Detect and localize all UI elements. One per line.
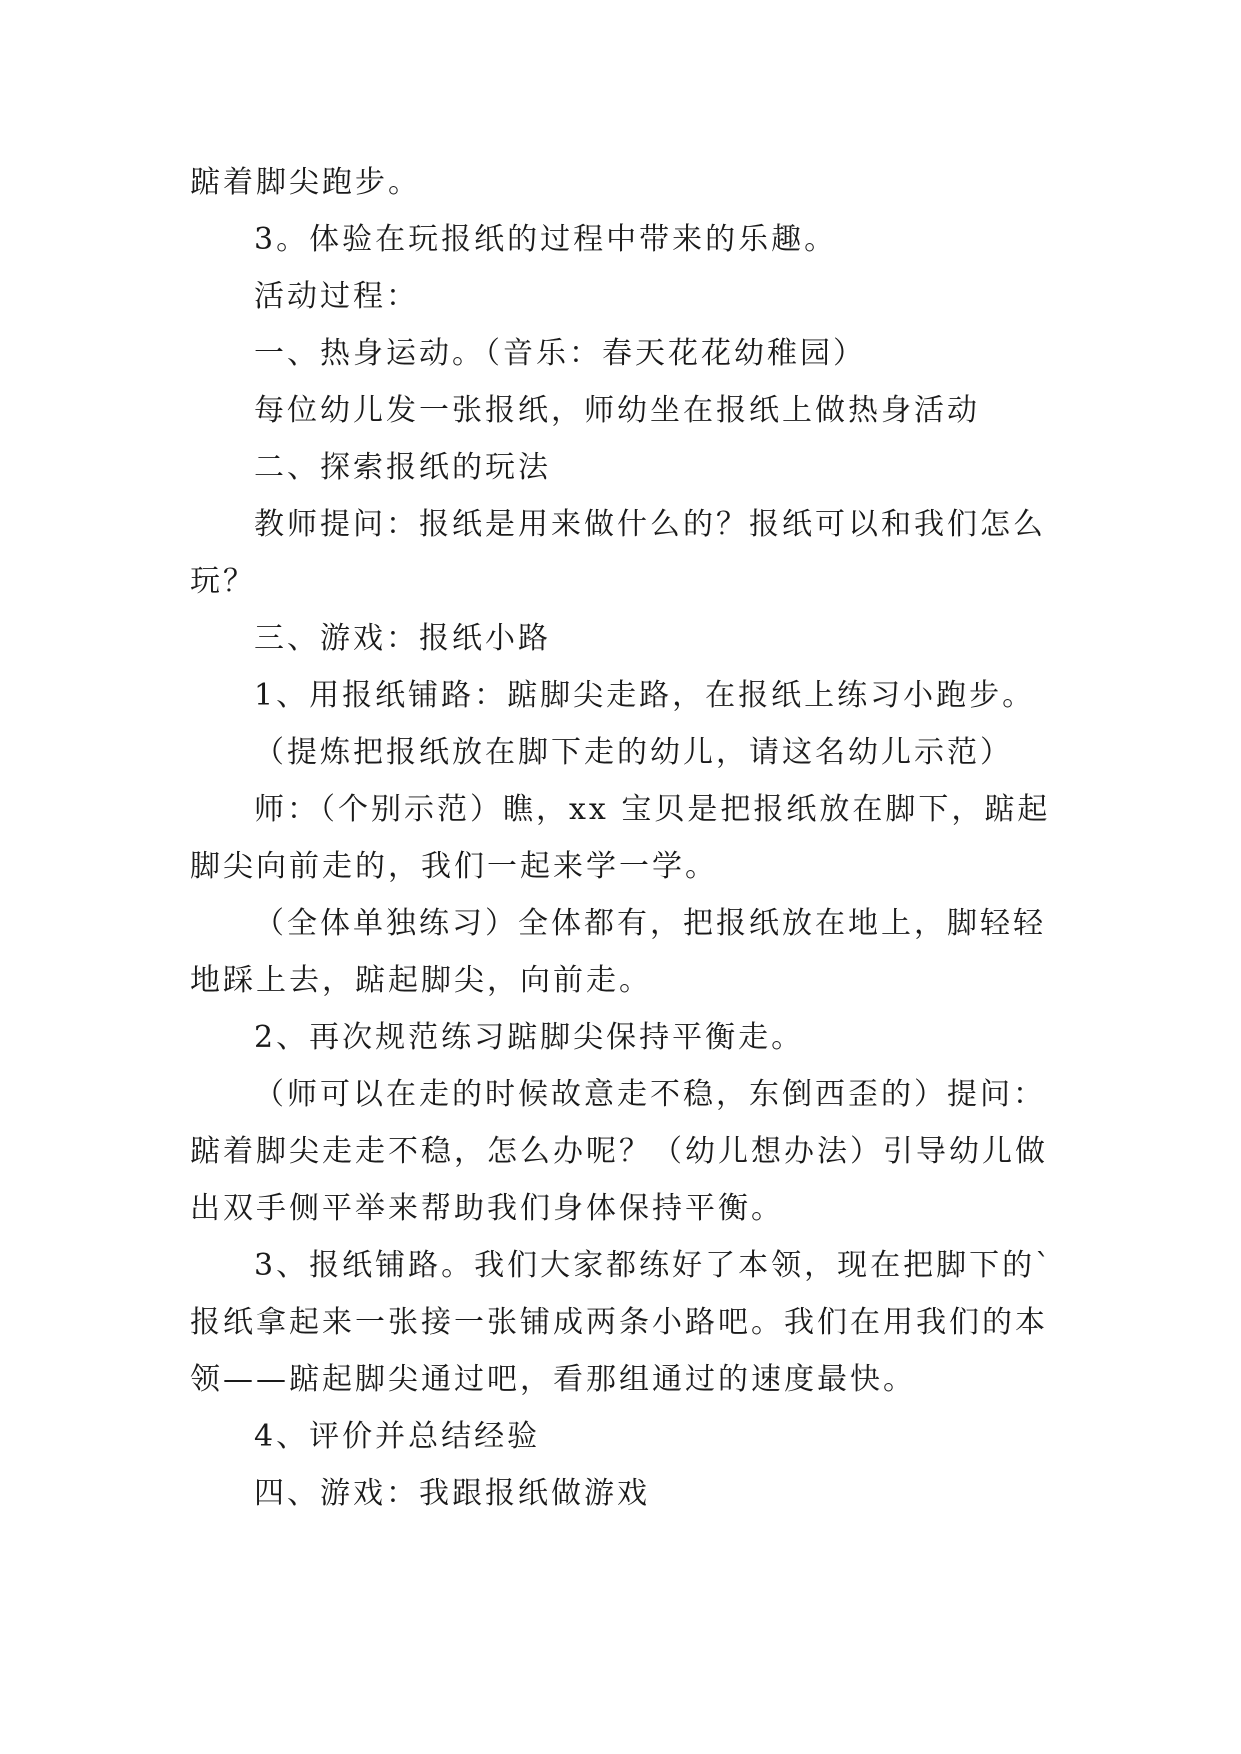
paragraph-line: 1、用报纸铺路：踮脚尖走路，在报纸上练习小跑步。 bbox=[254, 678, 1036, 713]
paragraph-line: 3。体验在玩报纸的过程中带来的乐趣。 bbox=[254, 222, 838, 257]
paragraph-line: 每位幼儿发一张报纸，师幼坐在报纸上做热身活动 bbox=[254, 393, 980, 428]
paragraph-line: （师可以在走的时候故意走不稳，东倒西歪的）提问： bbox=[254, 1077, 1046, 1112]
section-heading: 活动过程： bbox=[254, 279, 419, 314]
paragraph-line: 4、评价并总结经验 bbox=[254, 1419, 541, 1454]
paragraph-line: 领——踮起脚尖通过吧，看那组通过的速度最快。 bbox=[190, 1362, 916, 1397]
section-heading: 三、游戏：报纸小路 bbox=[254, 621, 551, 656]
paragraph-line: 3、报纸铺路。我们大家都练好了本领，现在把脚下的` bbox=[254, 1248, 1054, 1283]
paragraph-line: 脚尖向前走的，我们一起来学一学。 bbox=[190, 849, 718, 884]
paragraph-line: （全体单独练习）全体都有，把报纸放在地上，脚轻轻 bbox=[254, 906, 1046, 941]
section-heading: 四、游戏：我跟报纸做游戏 bbox=[254, 1476, 650, 1511]
section-heading: 一、热身运动。（音乐：春天花花幼稚园） bbox=[254, 336, 866, 371]
paragraph-line: 师：（个别示范）瞧，xx 宝贝是把报纸放在脚下，踮起 bbox=[254, 792, 1051, 827]
paragraph-line: 玩？ bbox=[190, 564, 256, 599]
paragraph-line: 出双手侧平举来帮助我们身体保持平衡。 bbox=[190, 1191, 784, 1226]
paragraph-line: 踮着脚尖跑步。 bbox=[190, 165, 421, 200]
paragraph-line: 教师提问：报纸是用来做什么的？报纸可以和我们怎么 bbox=[254, 507, 1046, 542]
paragraph-line: 踮着脚尖走走不稳，怎么办呢？（幼儿想办法）引导幼儿做 bbox=[190, 1134, 1048, 1169]
paragraph-line: 地踩上去，踮起脚尖，向前走。 bbox=[190, 963, 652, 998]
paragraph-line: 2、再次规范练习踮脚尖保持平衡走。 bbox=[254, 1020, 805, 1055]
paragraph-line: （提炼把报纸放在脚下走的幼儿，请这名幼儿示范） bbox=[254, 735, 1013, 770]
section-heading: 二、探索报纸的玩法 bbox=[254, 450, 551, 485]
paragraph-line: 报纸拿起来一张接一张铺成两条小路吧。我们在用我们的本 bbox=[190, 1305, 1048, 1340]
